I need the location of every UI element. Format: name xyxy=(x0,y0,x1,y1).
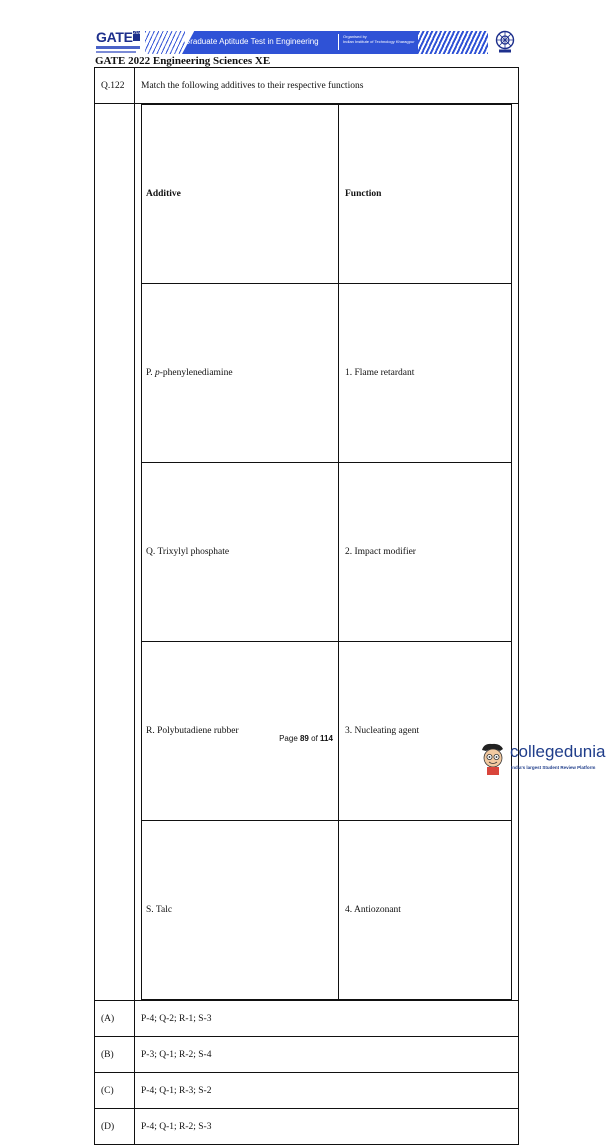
brand-name: collegedunia xyxy=(510,742,606,761)
gate-logo xyxy=(96,29,145,55)
option-c-text: P-4; Q-1; R-3; S-2 xyxy=(135,1073,519,1109)
paper-title: GATE 2022 Engineering Sciences XE xyxy=(95,55,271,67)
match-item-row xyxy=(142,821,512,1000)
additive-q: Q. Trixylyl phosphate xyxy=(142,463,339,642)
banner-title: Graduate Aptitude Test in Engineering xyxy=(184,37,319,46)
page-total: 114 xyxy=(320,734,333,743)
banner-separator xyxy=(338,34,339,50)
question-number: Q.122 xyxy=(95,68,135,104)
function-2: 2. Impact modifier xyxy=(339,463,512,642)
brand-tagline: India's largest Student Review Platform xyxy=(511,765,596,770)
gate-logo-underline-2 xyxy=(96,51,136,53)
function-header: Function xyxy=(339,105,512,284)
organizer-line-1: Organised by xyxy=(343,34,367,39)
collegedunia-logo[interactable] xyxy=(478,742,608,784)
option-d-text: P-4; Q-1; R-2; S-3 xyxy=(135,1109,519,1145)
gate-logo-text: GATE xyxy=(96,29,133,45)
question-table xyxy=(94,67,519,1145)
match-item-row xyxy=(142,642,512,821)
gate-logo-year: 2022 xyxy=(133,31,140,41)
question-row xyxy=(95,68,519,104)
option-row-b xyxy=(95,1037,519,1073)
option-b-label: (B) xyxy=(95,1037,135,1073)
page-prefix: Page xyxy=(279,734,300,743)
option-row-a xyxy=(95,1001,519,1037)
student-mascot-icon xyxy=(478,742,508,776)
option-b-text: P-3; Q-1; R-2; S-4 xyxy=(135,1037,519,1073)
match-row xyxy=(95,104,519,1001)
additive-s: S. Talc xyxy=(142,821,339,1000)
header-banner xyxy=(96,30,518,55)
additive-p-prefix: P. xyxy=(146,368,155,378)
match-spacer-cell xyxy=(95,104,135,1001)
banner-organizer xyxy=(343,34,415,44)
function-3: 3. Nucleating agent xyxy=(339,642,512,821)
function-4: 4. Antiozonant xyxy=(339,821,512,1000)
option-d-label: (D) xyxy=(95,1109,135,1145)
option-row-c xyxy=(95,1073,519,1109)
match-header-row xyxy=(142,105,512,284)
page-current: 89 xyxy=(299,734,309,743)
option-a-label: (A) xyxy=(95,1001,135,1037)
option-a-text: P-4; Q-2; R-1; S-3 xyxy=(135,1001,519,1037)
iit-emblem-icon xyxy=(494,30,516,54)
question-text: Match the following additives to their respective functions xyxy=(135,68,519,104)
option-row-d xyxy=(95,1109,519,1145)
match-table xyxy=(141,104,512,1000)
organizer-line-2: Indian Institute of Technology Kharagpur xyxy=(343,39,415,44)
additive-r: R. Polybutadiene rubber xyxy=(142,642,339,821)
match-item-row xyxy=(142,284,512,463)
match-item-row xyxy=(142,463,512,642)
gate-logo-underline xyxy=(96,46,140,49)
banner-stripes xyxy=(145,31,185,54)
additive-p-rest: -phenylenediamine xyxy=(159,368,233,378)
match-cell xyxy=(135,104,519,1001)
function-1: 1. Flame retardant xyxy=(339,284,512,463)
additive-header: Additive xyxy=(142,105,339,284)
page-of: of xyxy=(308,734,321,743)
additive-p-italic: p xyxy=(154,368,160,378)
additive-p xyxy=(142,284,339,463)
option-c-label: (C) xyxy=(95,1073,135,1109)
